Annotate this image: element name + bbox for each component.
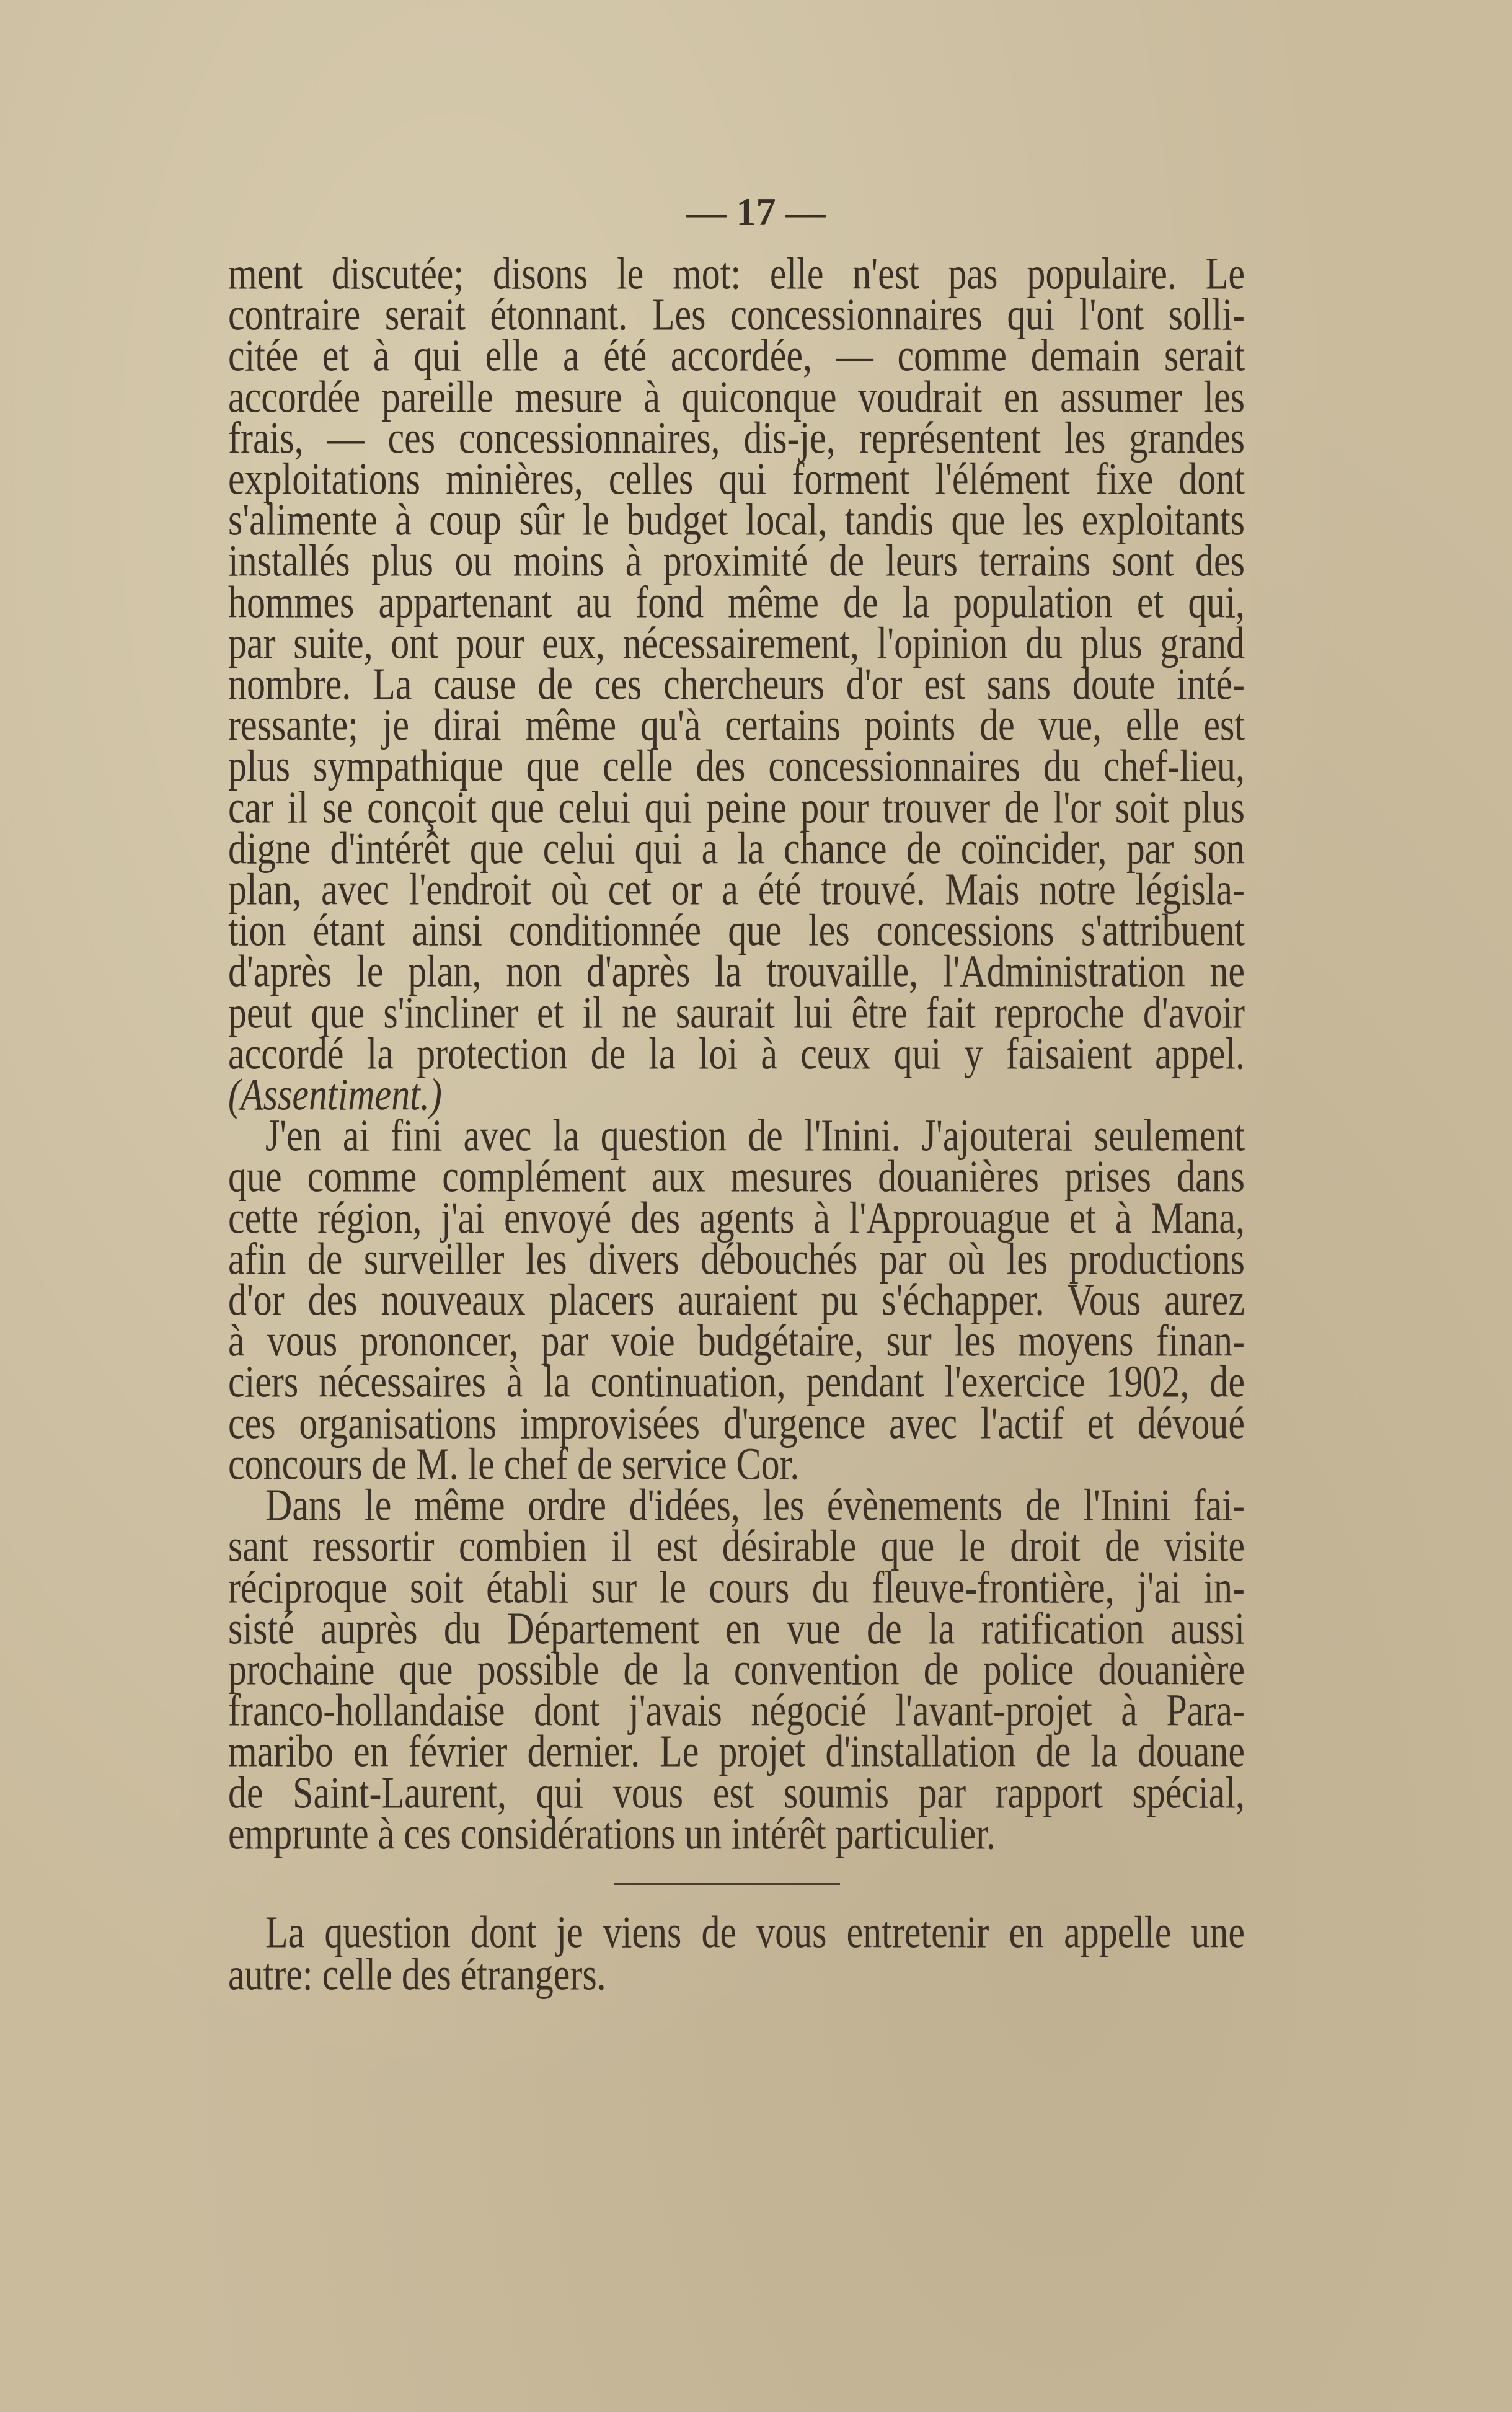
text-line: ces organisations improvisées d'urgence avec l'actif et dévoué <box>228 1398 1245 1448</box>
text-line: sisté auprès du Département en vue de la ratification aussi <box>228 1603 1245 1653</box>
text-line: ment discutée; disons le mot: elle n'est pas populaire. Le <box>228 248 1245 299</box>
text-line: exploitations minières, celles qui forment l'élément fixe dont <box>228 453 1245 504</box>
text-line: emprunte à ces considérations un intérêt particulier. <box>228 1808 996 1858</box>
text-line: accordé la protection de la loi à ceux qui y faisaient appel. <box>228 1028 1245 1079</box>
body-text <box>228 248 1245 1858</box>
text-line: digne d'intérêt que celui qui a la chance de coïncider, par son <box>228 823 1245 874</box>
text-line: prochaine que possible de la convention de police douanière <box>228 1644 1245 1695</box>
text-line: Dans le même ordre d'idées, les évènements de l'Inini fai- <box>265 1479 1245 1530</box>
text-line: ressante; je dirai même qu'à certains points de vue, elle est <box>228 699 1245 750</box>
text-line: frais, — ces concessionnaires, dis-je, représentent les grandes <box>228 412 1245 463</box>
text-line: par suite, ont pour eux, nécessairement, l'opinion du plus grand <box>228 618 1245 668</box>
text-line: (Assentiment.) <box>228 1069 442 1120</box>
text-line: ciers nécessaires à la continuation, pendant l'exercice 1902, de <box>228 1357 1245 1407</box>
text-line: autre: celle des étrangers. <box>228 1949 606 2000</box>
text-line: car il se conçoit que celui qui peine pour trouver de l'or soit plus <box>228 782 1245 832</box>
text-line: franco-hollandaise dont j'avais négocié l'avant-projet à Para- <box>228 1685 1245 1736</box>
text-line: peut que s'incliner et il ne saurait lui être fait reproche d'avoir <box>228 987 1245 1037</box>
text-line: plan, avec l'endroit où cet or a été trouvé. Mais notre législa- <box>228 864 1245 915</box>
text-line: hommes appartenant au fond même de la population et qui, <box>228 577 1245 627</box>
text-line: d'après le plan, non d'après la trouvaille, l'Administration ne <box>228 946 1245 996</box>
text-line: maribo en février dernier. Le projet d'installation de la douane <box>228 1726 1245 1776</box>
text-line: cette région, j'ai envoyé des agents à l'Approuague et à Mana, <box>228 1192 1245 1243</box>
text-line: s'alimente à coup sûr le budget local, tandis que les exploitants <box>228 494 1245 545</box>
page-number: — 17 — <box>686 190 826 234</box>
text-line: installés plus ou moins à proximité de leurs terrains sont des <box>228 536 1245 586</box>
text-line: sant ressortir combien il est désirable que le droit de visite <box>228 1521 1245 1571</box>
text-line: contraire serait étonnant. Les concessionnaires qui l'ont solli- <box>228 289 1245 340</box>
text-line: d'or des nouveaux placers auraient pu s'échapper. Vous aurez <box>228 1274 1245 1325</box>
text-line: accordée pareille mesure à quiconque voudrait en assumer les <box>228 371 1245 422</box>
text-line: réciproque soit établi sur le cours du fleuve-frontière, j'ai in- <box>228 1562 1245 1612</box>
text-line: concours de M. le chef de service Cor. <box>228 1439 800 1489</box>
text-line: que comme complément aux mesures douanières prises dans <box>228 1151 1245 1202</box>
text-line: La question dont je viens de vous entretenir en appelle une <box>265 1907 1245 1958</box>
text-line: de Saint-Laurent, qui vous est soumis par rapport spécial, <box>228 1767 1245 1817</box>
closing-paragraph <box>228 1907 1245 2000</box>
text-line: à vous prononcer, par voie budgétaire, sur les moyens finan- <box>228 1315 1245 1366</box>
text-line: plus sympathique que celle des concessionnaires du chef-lieu, <box>228 741 1245 791</box>
section-divider <box>614 1883 840 1885</box>
text-line: afin de surveiller les divers débouchés par où les productions <box>228 1233 1245 1284</box>
text-line: J'en ai fini avec la question de l'Inini. J'ajouterai seulement <box>265 1110 1245 1161</box>
text-line: citée et à qui elle a été accordée, — comme demain serait <box>228 330 1245 381</box>
text-line: nombre. La cause de ces chercheurs d'or est sans doute inté- <box>228 658 1245 709</box>
text-line: tion étant ainsi conditionnée que les concessions s'attribuent <box>228 905 1245 955</box>
